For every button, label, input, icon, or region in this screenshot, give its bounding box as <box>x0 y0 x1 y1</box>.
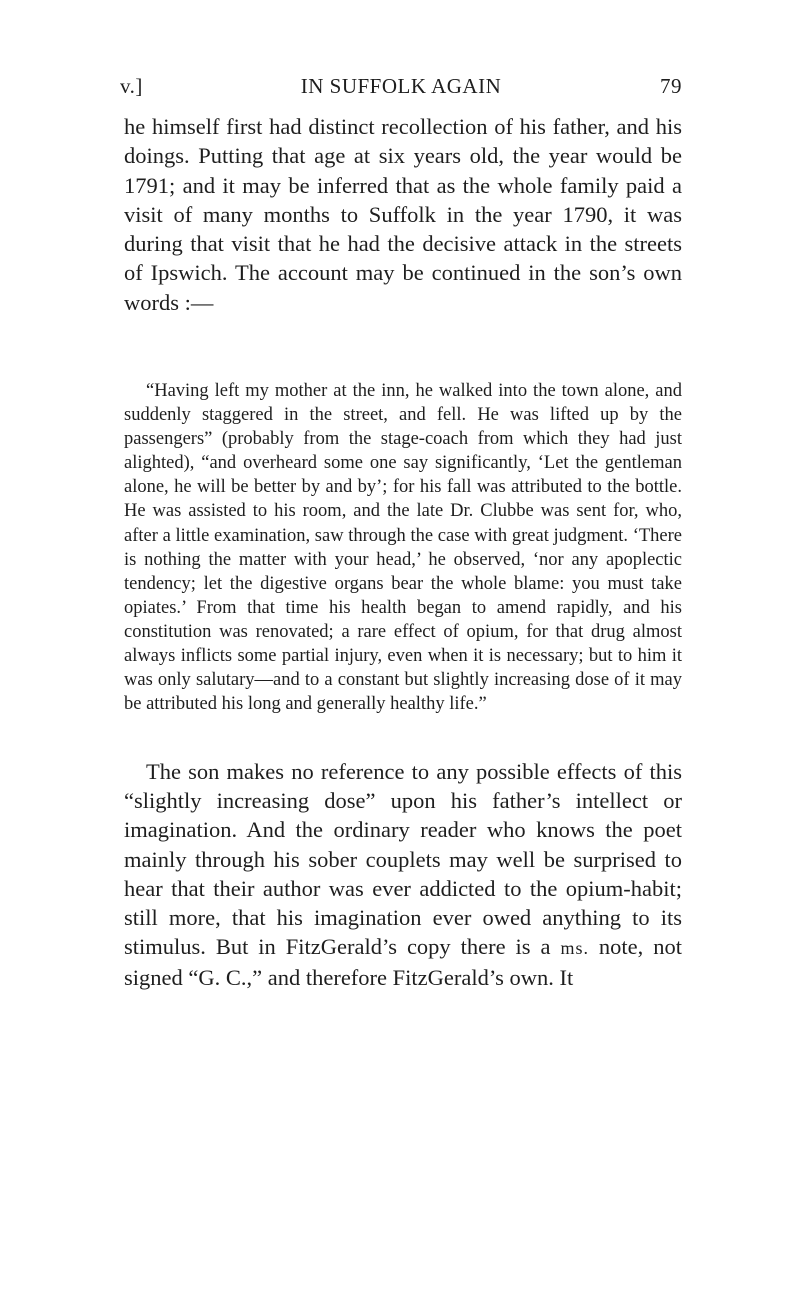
manuscript-abbreviation: ms. <box>560 938 589 959</box>
running-head <box>120 74 682 102</box>
opening-paragraph: he himself first had distinct recollection of his father, and his doings. Putting that age at six years old, the year would be 1791; and it may be inferred that as the whole family paid a visit of many months to Suffolk in the year 1790, it was during that visit that he had the decisive attack in the streets of Ipswich. The account may be continued in the son’s own words :— <box>124 114 682 315</box>
block-quotation: “Having left my mother at the inn, he walked into the town alone, and suddenly staggered in the street, and fell. He was lifted up by the passengers” (probably from the stage-coach from which they had just alighted), “and overheard some one say significantly, ‘Let the gentleman alone, he will be better by and by’; for his fall was attributed to the bottle. He was assisted to his room, and the late Dr. Clubbe was sent for, who, after a little examination, saw through the case with great judgment. ‘There is nothing the matter with your head,’ he observed, ‘nor any apoplectic tendency; let the digestive organs bear the whole blame: you must take opiates.’ From that time his health began to amend rapidly, and his constitution was renovated; a rare effect of opium, for that drug almost always inflicts some partial injury, even when it is necessary; but to him it was only salutary—and to a constant but slightly increasing dose of it may be attributed his long and generally healthy life.” <box>124 381 682 715</box>
chapter-number: v.] <box>120 74 143 98</box>
running-title: IN SUFFOLK AGAIN <box>300 74 502 98</box>
closing-paragraph-text: The son makes no reference to any possible effects of this “slightly increasing dose” upon his father’s intellect or imagination. And the ordinary reader who knows the poet mainly through his sober couplets may well be surprised to hear that their author was ever addicted to the opium-habit; still more, that his imagination ever owed anything to its stimulus. But in FitzGerald’s copy there is a <box>124 759 682 960</box>
closing-paragraph-text-end: note, not signed “G. C.,” and therefore FitzGerald’s own. It <box>124 934 682 991</box>
closing-paragraph <box>124 757 682 993</box>
page-number: 79 <box>660 74 682 98</box>
